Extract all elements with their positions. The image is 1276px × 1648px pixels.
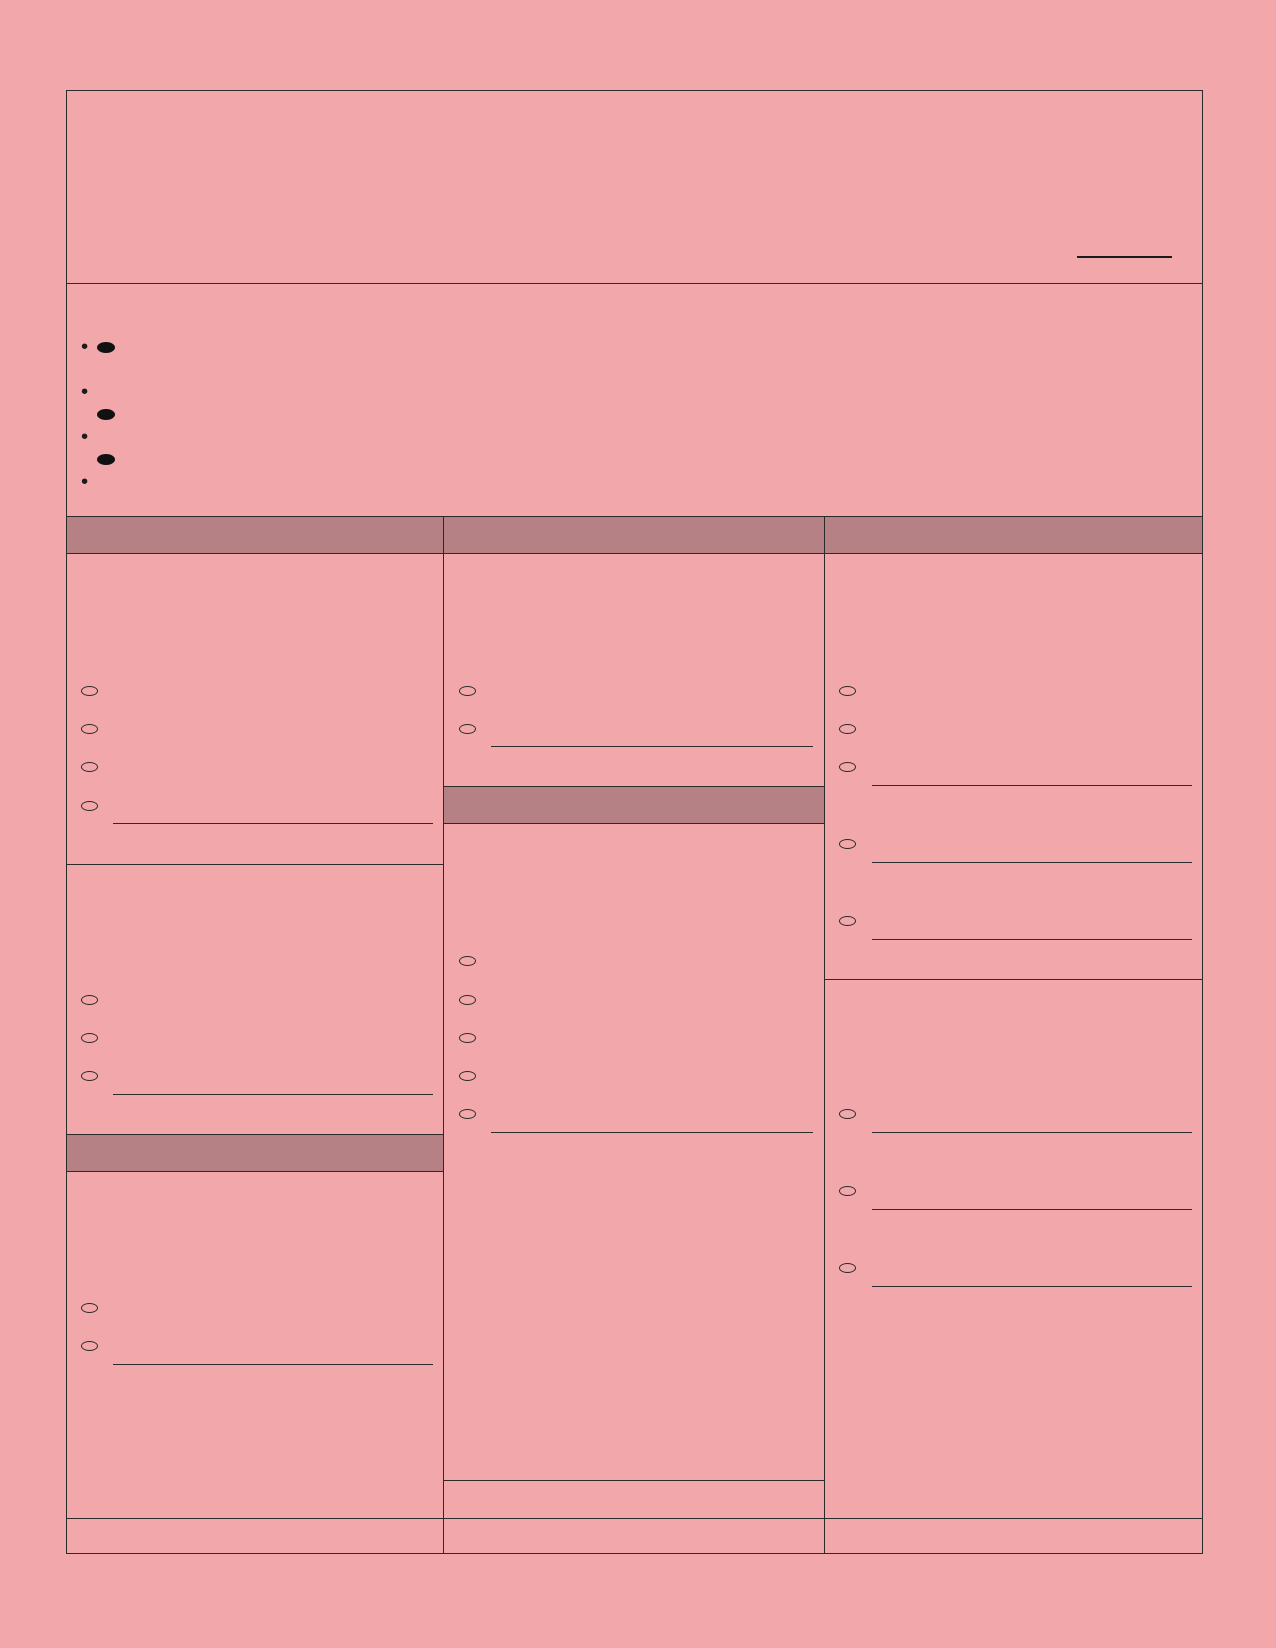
instructions-text: • • • • (81, 336, 1191, 506)
write-in-line[interactable] (113, 1094, 433, 1095)
vote-oval[interactable] (839, 724, 856, 734)
write-in-line[interactable] (872, 1132, 1192, 1133)
footer-ballot-code (824, 1519, 1203, 1553)
filled-oval-icon (97, 342, 115, 353)
state-offices-header (444, 516, 824, 554)
vote-oval[interactable] (839, 686, 856, 696)
vote-oval[interactable] (81, 724, 98, 734)
vote-oval[interactable] (839, 839, 856, 849)
vote-oval[interactable] (81, 1303, 98, 1313)
vote-oval[interactable] (839, 762, 856, 772)
judge-initials-field[interactable] (1077, 256, 1172, 258)
race-divider (824, 979, 1203, 980)
ballot-body (66, 516, 1203, 1554)
vote-oval[interactable] (81, 995, 98, 1005)
write-in-line[interactable] (872, 1286, 1192, 1287)
federal-offices-header (67, 516, 443, 554)
ballot-header (66, 90, 1203, 284)
write-in-line[interactable] (113, 823, 433, 824)
vote-oval[interactable] (459, 1033, 476, 1043)
column-divider (443, 516, 444, 1554)
vote-oval[interactable] (459, 956, 476, 966)
vote-oval[interactable] (839, 1263, 856, 1273)
write-in-line[interactable] (872, 785, 1192, 786)
vote-oval[interactable] (459, 686, 476, 696)
vote-oval[interactable] (81, 762, 98, 772)
write-in-line[interactable] (491, 1132, 813, 1133)
vote-oval[interactable] (81, 1071, 98, 1081)
write-in-line[interactable] (872, 939, 1192, 940)
filled-oval-icon (97, 409, 115, 420)
instructions-box (66, 283, 1203, 517)
vote-oval[interactable] (81, 801, 98, 811)
column-divider (824, 516, 825, 1554)
write-in-line[interactable] (491, 746, 813, 747)
vote-oval[interactable] (459, 995, 476, 1005)
vote-oval[interactable] (839, 916, 856, 926)
write-in-line[interactable] (113, 1364, 433, 1365)
vote-oval[interactable] (459, 1071, 476, 1081)
vote-oval[interactable] (839, 1109, 856, 1119)
vote-oval[interactable] (81, 1033, 98, 1043)
write-in-line[interactable] (872, 1209, 1192, 1210)
write-in-line[interactable] (872, 862, 1192, 863)
judge-initials-label (1071, 237, 1172, 264)
vote-oval[interactable] (459, 1109, 476, 1119)
vote-oval[interactable] (81, 1341, 98, 1351)
race-divider (66, 864, 444, 865)
county-offices-header (444, 786, 824, 824)
vote-both-sides-note (443, 1481, 824, 1518)
footer-location (443, 1519, 824, 1553)
vote-oval[interactable] (459, 724, 476, 734)
vote-oval[interactable] (839, 1186, 856, 1196)
precinct-offices-header (825, 516, 1202, 554)
footer-precinct (66, 1519, 444, 1553)
filled-oval-icon (97, 454, 115, 465)
state-offices-header-2 (67, 1134, 443, 1172)
vote-oval[interactable] (81, 686, 98, 696)
